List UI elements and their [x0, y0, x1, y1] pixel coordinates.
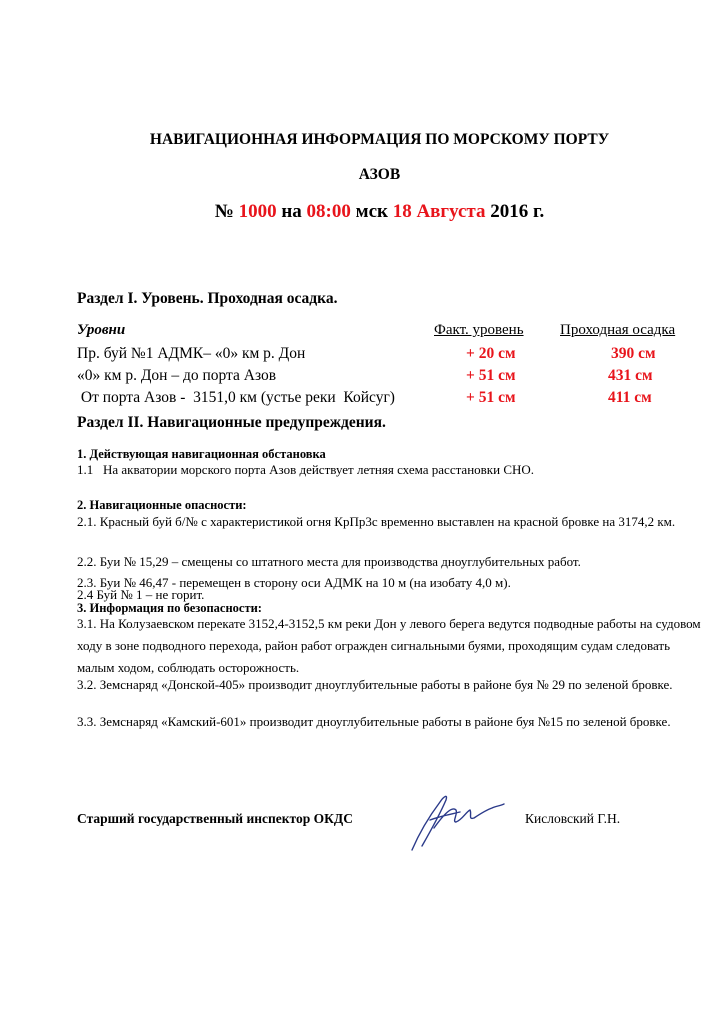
levels-label: Уровни: [77, 322, 126, 338]
doc-number: 1000: [238, 201, 277, 222]
section1-title: Раздел I. Уровень. Проходная осадка.: [77, 290, 338, 307]
doc-year: 2016 г.: [490, 201, 545, 222]
warning-item: 3.1. На Колузаевском перекате 3152,4-3152,5 км реки Дон у левого берега ведутся подводные работы на судовом ходу в зоне подводного перехода, район работ огражден сигнальными буями, проходящим судам следовать малым ходом, соблюдать осторожность.: [77, 616, 701, 675]
warning-item: 2.4 Буй № 1 – не горит.: [77, 587, 205, 602]
signer-position: Старший государственный инспектор ОКДС: [77, 811, 353, 826]
level-row-name: От порта Азов - 3151,0 км (устье реки Койсуг): [77, 389, 395, 406]
subsection3-title: 3. Информация по безопасности:: [77, 601, 262, 615]
doc-time: 08:00: [306, 201, 351, 222]
warning-item: 3.3. Земснаряд «Камский-601» производит дноуглубительные работы в районе буя №15 по зеленой бровке.: [77, 714, 671, 729]
level-row-draft: 431 см: [608, 367, 653, 384]
warning-item: 2.1. Красный буй б/№ с характеристикой огня КрПр3с временно выставлен на красной бровке на 3174,2 км.: [77, 514, 676, 529]
level-row-name: Пр. буй №1 АДМК– «0» км р. Дон: [77, 345, 306, 362]
warning-item: 2.3. Буи № 46,47 - перемещен в сторону оси АДМК на 10 м (на изобату 4,0 м).: [77, 575, 511, 590]
doc-title-line1: НАВИГАЦИОННАЯ ИНФОРМАЦИЯ ПО МОРСКОМУ ПОРТУ: [149, 131, 610, 148]
level-row-fact: + 51 см: [466, 389, 516, 406]
warning-item: 1.1 На акватории морского порта Азов действует летняя схема расстановки СНО.: [77, 462, 535, 477]
level-row-name: «0» км р. Дон – до порта Азов: [77, 367, 277, 384]
number-prefix: №: [214, 201, 234, 222]
at-word: на: [281, 201, 302, 222]
doc-number-line: [17, 201, 725, 223]
section2-title: Раздел II. Навигационные предупреждения.: [77, 414, 386, 431]
signature-image: [400, 788, 510, 858]
level-row-draft: 411 см: [608, 389, 652, 406]
level-row-fact: + 20 см: [466, 345, 516, 362]
col-fact-header: Факт. уровень: [434, 322, 524, 338]
level-row-draft: 390 см: [611, 345, 656, 362]
warning-item: 2.2. Буи № 15,29 – смещены со штатного места для производства дноуглубительных работ.: [77, 554, 581, 569]
subsection2-title: 2. Навигационные опасности:: [77, 498, 247, 512]
col-draft-header: Проходная осадка: [560, 322, 676, 338]
warning-item: 3.2. Земснаряд «Донской-405» производит дноуглубительные работы в районе буя № 29 по зеленой бровке.: [77, 677, 673, 692]
level-row-fact: + 51 см: [466, 367, 516, 384]
signer-name: Кисловский Г.Н.: [525, 811, 621, 826]
timezone: мск: [355, 201, 388, 222]
doc-date: 18 Августа: [392, 201, 486, 222]
subsection1-title: 1. Действующая навигационная обстановка: [77, 447, 326, 461]
doc-title-line2: АЗОВ: [358, 166, 401, 183]
